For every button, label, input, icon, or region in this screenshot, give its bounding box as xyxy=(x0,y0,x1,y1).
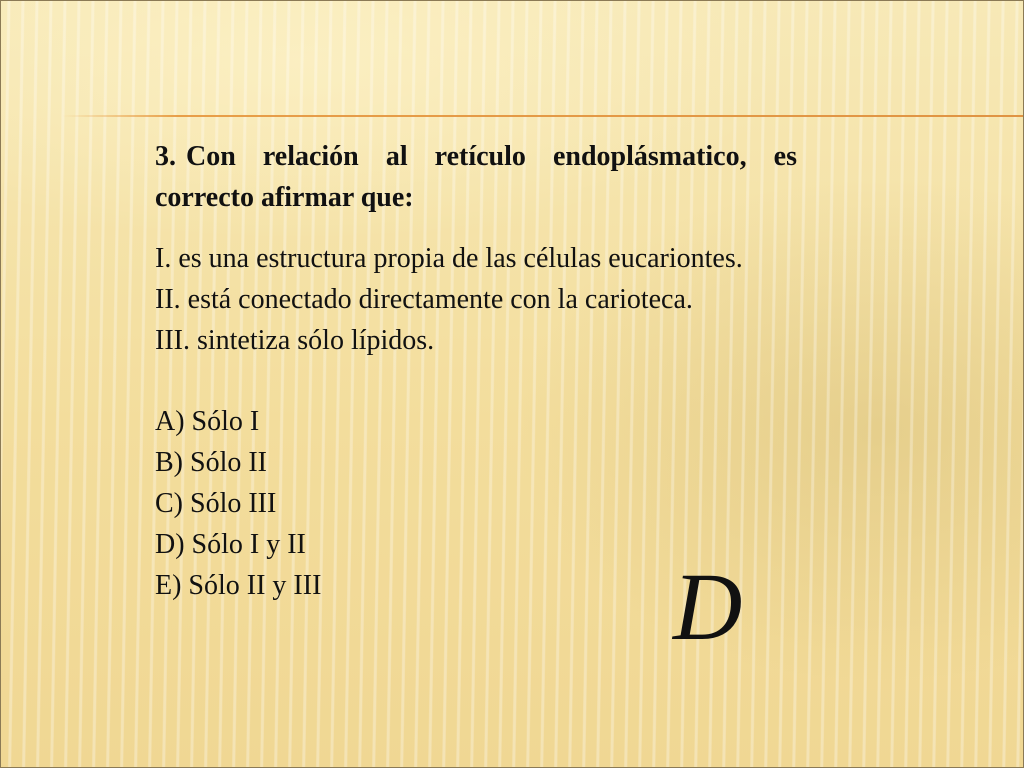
top-divider xyxy=(62,115,1024,117)
question-text: Con relación al retículo endoplásmatico, es correcto afirmar que: xyxy=(155,141,797,213)
option-e: E) Sólo II y III xyxy=(155,570,322,601)
question-number: 3. xyxy=(155,141,176,172)
slide-content xyxy=(155,136,797,606)
statement-iii: III. sintetiza sólo lípidos. xyxy=(155,325,435,356)
statement-ii: II. está conectado directamente con la carioteca. xyxy=(155,284,693,315)
option-c: C) Sólo III xyxy=(155,488,277,519)
option-a: A) Sólo I xyxy=(155,406,260,437)
option-d: D) Sólo I y II xyxy=(155,529,306,560)
option-b: B) Sólo II xyxy=(155,447,267,478)
question-heading xyxy=(155,136,797,218)
answer-letter: D xyxy=(673,553,743,660)
statement-i: I. es una estructura propia de las células eucariontes. xyxy=(155,243,743,274)
statement-list xyxy=(155,238,797,361)
